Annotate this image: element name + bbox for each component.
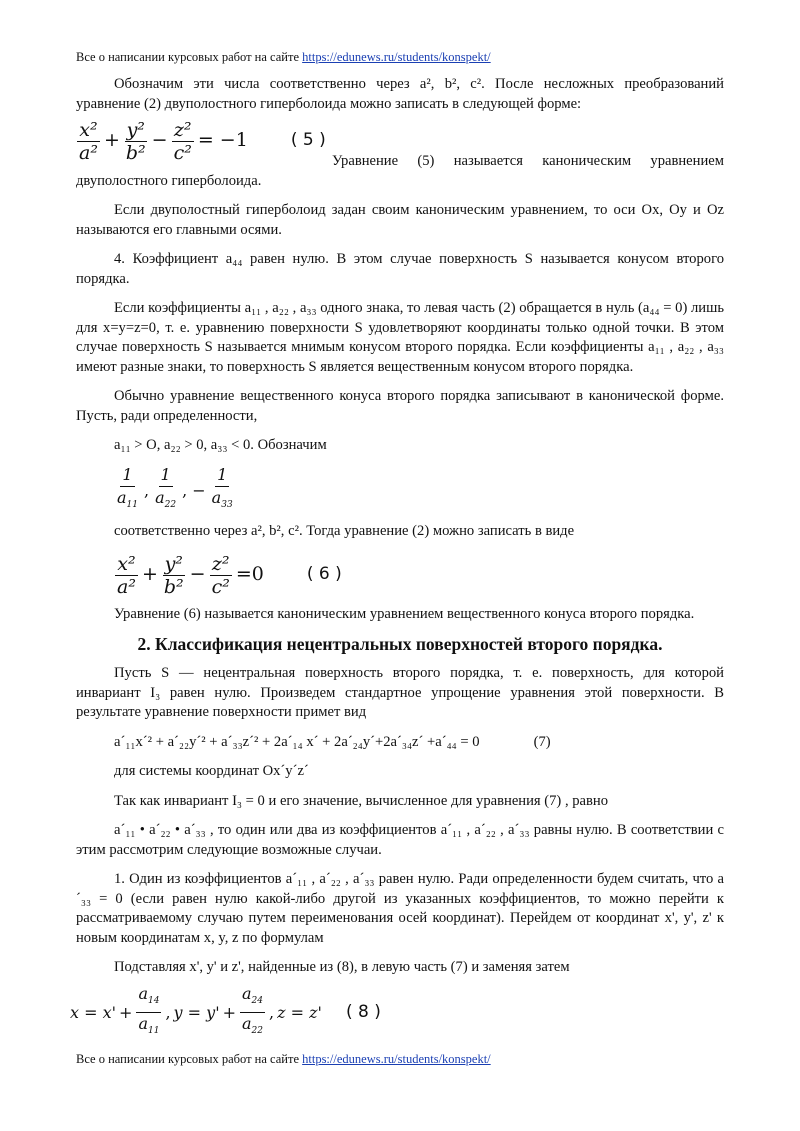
- paragraph-10: Пусть S — нецентральная поверхность второго порядка, т. е. поверхность, для которой инвариант I₃ равен нулю. Произведем стандартное упрощение уравнения этой поверхности. В результате уравнение поверхности примет вид: [76, 665, 724, 720]
- paragraph-14: 1. Один из коэффициентов a´₁₁ , a´₂₂ , a´₃₃ равен нулю. Ради определенности будем считать, что a´₃₃ = 0 (если равен нулю какой-либо другой из указанных коэффициентов, то можно перейти к рассматриваемому случаю путем переименования осей координат). Перейдем от координат x', y', z' к новым координатам x, y, z по формулам: [76, 871, 724, 946]
- equation-5-rhs: = −1: [197, 129, 248, 152]
- equation-8-number: ( 8 ): [345, 1001, 381, 1022]
- page-header: [76, 50, 491, 65]
- paragraph-7: a₁₁ > O, a₂₂ > 0, a₃₃ < 0. Обозначим: [114, 437, 327, 453]
- document-body: [70, 75, 724, 1038]
- reciprocal-fractions: $\frac{1}{a_{11}}$ , $\frac{1}{a_{22}}$ , − $\frac{1}{a_{33}}$: [117, 465, 233, 511]
- equation-5-number: ( 5 ): [290, 130, 326, 151]
- paragraph-11: для системы координат Ox´y´z´: [114, 763, 309, 779]
- paragraph-12: Так как инвариант I₃ = 0 и его значение, вычисленное для уравнения (7) , равно: [114, 792, 609, 809]
- header-link[interactable]: https://edunews.ru/students/konspekt/: [302, 50, 491, 64]
- footer-text: Все о написании курсовых работ на сайте: [76, 1052, 303, 1066]
- header-text: Все о написании курсовых работ на сайте: [76, 50, 303, 64]
- equation-7: [114, 733, 724, 753]
- equation-6-rhs: =0: [235, 563, 264, 586]
- paragraph-1: Обозначим эти числа соответственно через a², b², c². После несложных преобразований уравнение (2) двуполостного гиперболоида можно записать в следующей форме:: [76, 76, 724, 112]
- paragraph-2: Уравнение (5) называется каноническим уравнением двуполостного гиперболоида.: [76, 153, 724, 189]
- paragraph-3: Если двуполостный гиперболоид задан своим каноническим уравнением, то оси Ox, Oy и Oz называются его главными осями.: [76, 202, 724, 238]
- section-heading: 2. Классификация нецентральных поверхностей второго порядка.: [137, 633, 663, 654]
- paragraph-9: Уравнение (6) называется каноническим уравнением вещественного конуса второго порядка.: [114, 606, 695, 622]
- paragraph-6: Обычно уравнение вещественного конуса второго порядка записывают в канонической форме. Пусть, ради определенности,: [76, 388, 724, 424]
- paragraph-5: Если коэффициенты a₁₁ , a₂₂ , a₃₃ одного знака, то левая часть (2) обращается в нуль (a₄₄ = 0) лишь для x=y=z=0, т. е. уравнению поверхности S удовлетворяют координаты только одной точки. В этом случае поверхность S называется мнимым конусом второго порядка. Если коэффициенты a₁₁ , a₂₂ , a₃₃ имеют разные знаки, то поверхность S является вещественным конусом второго порядка.: [76, 300, 724, 375]
- paragraph-13: a´₁₁ • a´₂₂ • a´₃₃ , то один или два из коэффициентов a´₁₁ , a´₂₂ , a´₃₃ равны нулю. В соответствии с этим рассмотрим следующие возможные случаи.: [76, 822, 724, 858]
- paragraph-4: 4. Коэффициент a₄₄ равен нулю. В этом случае поверхность S называется конусом второго порядка.: [76, 251, 724, 287]
- equation-7-body: a´₁₁x´² + a´₂₂y´² + a´₃₃z´² + 2a´₁₄ x´ + 2a´₂₄y´+2a´₃₄z´ +a´₄₄ = 0: [114, 733, 480, 750]
- equation-6-number: ( 6 ): [306, 564, 342, 585]
- paragraph-8: соответственно через a², b², c². Тогда уравнение (2) можно записать в виде: [114, 522, 575, 539]
- equation-6: $\frac{\text{x²}}{\text{a²}}$ + $\frac{\text{y²}}{\text{b²}}$ − $\frac{\text{z²}}{\text{c²}}$ =0 ( 6 ): [117, 552, 342, 598]
- page-footer: [76, 1052, 491, 1067]
- equation-8: x = x ' + $\frac{a_{14}}{a_{11}}$ , y = y ' + $\frac{a_{24}}{a_{22}}$ , z = z ' ( 8 ): [70, 983, 381, 1037]
- paragraph-15: Подставляя x', y' и z', найденные из (8), в левую часть (7) и заменяя затем: [114, 959, 570, 975]
- footer-link[interactable]: https://edunews.ru/students/konspekt/: [302, 1052, 491, 1066]
- equation-5: $\frac{\text{x²}}{\text{a²}}$ + $\frac{\text{y²}}{\text{b²}}$ − $\frac{\text{z²}}{\text{c²}}$ = −1 ( 5 ): [79, 118, 326, 164]
- equation-7-number: (7): [533, 733, 551, 750]
